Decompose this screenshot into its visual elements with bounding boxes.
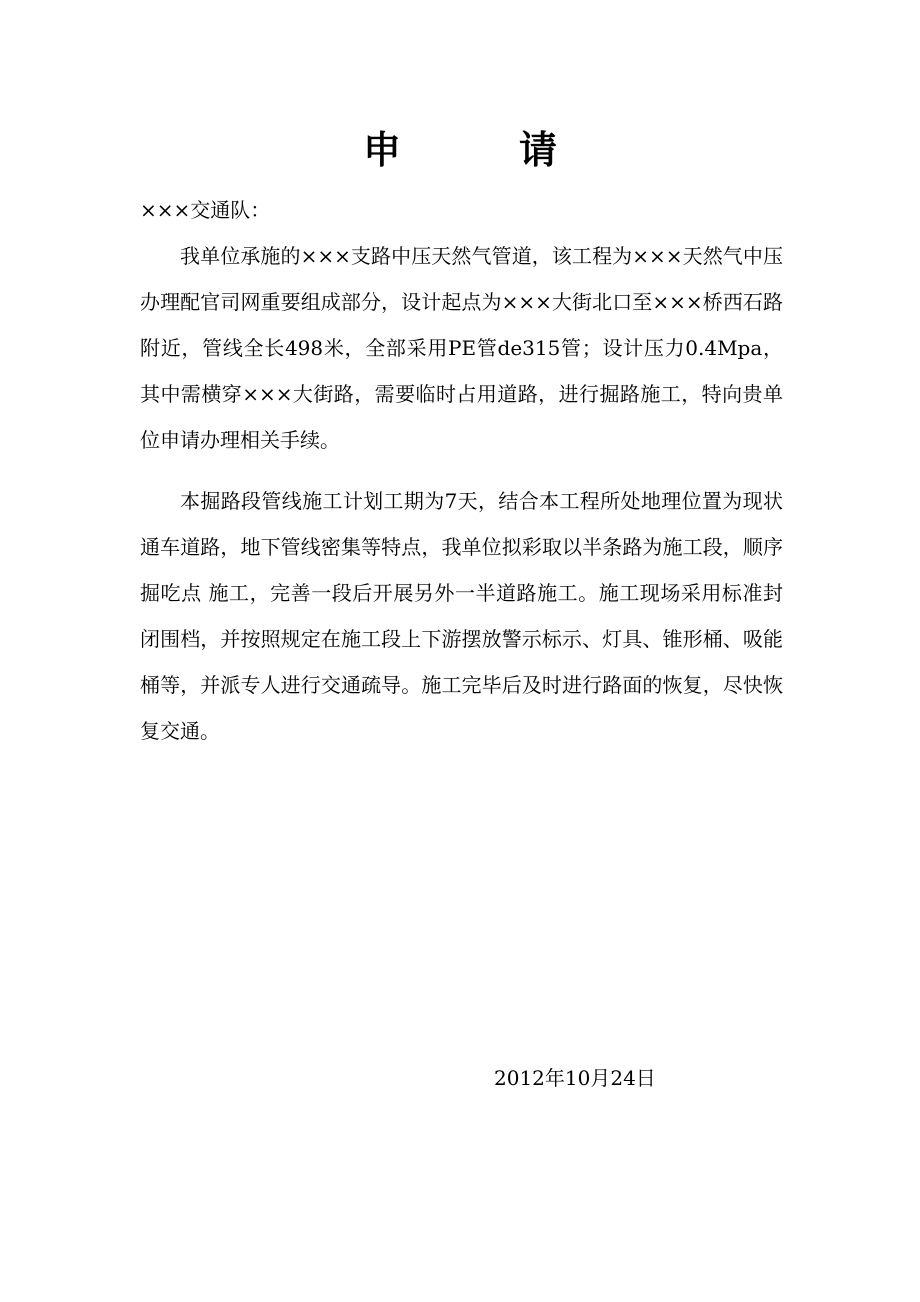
paragraph-application-details: 我单位承施的×××支路中压天然气管道，该工程为×××天然气中压办理配官司网重要组成部分，设计起点为×××大街北口至×××桥西石路附近，管线全长498米，全部采用PE管de315管；设计压力0.4Mpa，其中需横穿×××大街路，需要临时占用道路，进行掘路施工，特向贵单位申请办理相关手续。 [140, 244, 783, 452]
salutation: ×××交通队： [140, 198, 271, 222]
document-title: 申 请 [362, 127, 597, 172]
document-date: 2012年10月24日 [494, 1066, 656, 1090]
paragraph-construction-plan: 本掘路段管线施工计划工期为7天，结合本工程所处地理位置为现状通车道路，地下管线密集等特点，我单位拟彩取以半条路为施工段，顺序掘吃点 施工，完善一段后开展另外一半道路施工。施工现场采用标准封闭围档，并按照规定在施工段上下游摆放警示标示、灯具、锥形桶、吸能桶等，并派专人进行交通疏导。施工完毕后及时进行路面的恢复，尽快恢复交通。 [140, 489, 783, 743]
